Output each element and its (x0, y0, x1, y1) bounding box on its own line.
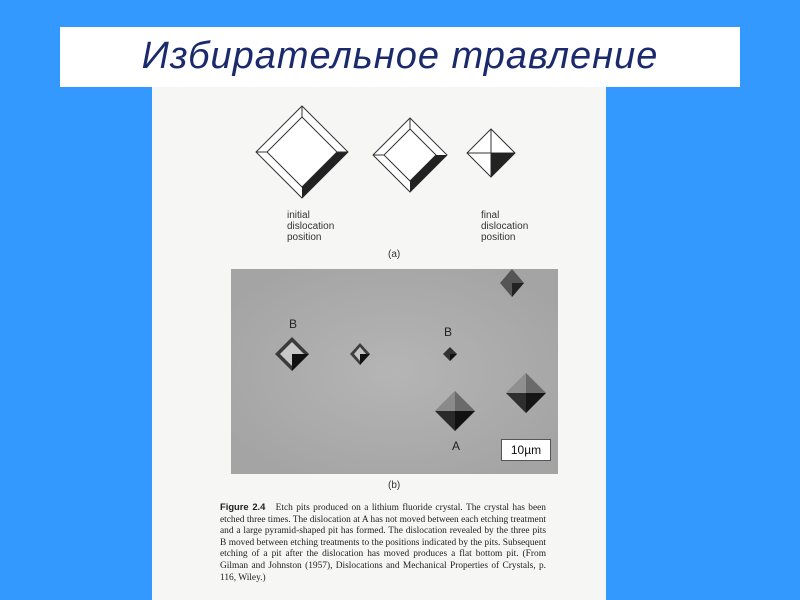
title-banner (60, 27, 740, 87)
pit-label-b-right: B (444, 325, 453, 339)
caption-text: Etch pits produced on a lithium fluoride crystal. The crystal has been etched three times. The dislocation at A has not moved between each etching treatment and a large pyramid-shaped pit has formed. The dislocation revealed by the three pits B moved between etching treatments to the positions indicated by the pits. Subsequent etching of a pit after the dislocation has moved produces a flat bottom pit. (From Gilman and Johnston (1957), Dislocations and Mechanical Properties of Crystals, p. 116, Wiley.) (220, 503, 546, 583)
etch-pit-diagram (152, 102, 606, 202)
scanned-page (152, 87, 606, 600)
pit-diagram-middle (373, 118, 447, 192)
etch-pit-micrograph (231, 269, 558, 474)
panel-b-label: (b) (388, 480, 401, 491)
scale-bar: 10µm (501, 439, 551, 461)
pit-label-a: A (452, 439, 461, 453)
figure-caption (220, 501, 546, 584)
label-initial-position: initial dislocation position (287, 210, 335, 243)
pit-diagram-initial (256, 106, 348, 198)
figure-number: Figure 2.4 (220, 501, 266, 512)
pit-diagram-final (467, 129, 515, 177)
panel-a-label: (a) (388, 249, 401, 260)
pit-label-b-left: B (289, 317, 298, 331)
slide-title: Избирательное травление (141, 35, 659, 77)
label-final-position: final dislocation position (481, 210, 529, 243)
